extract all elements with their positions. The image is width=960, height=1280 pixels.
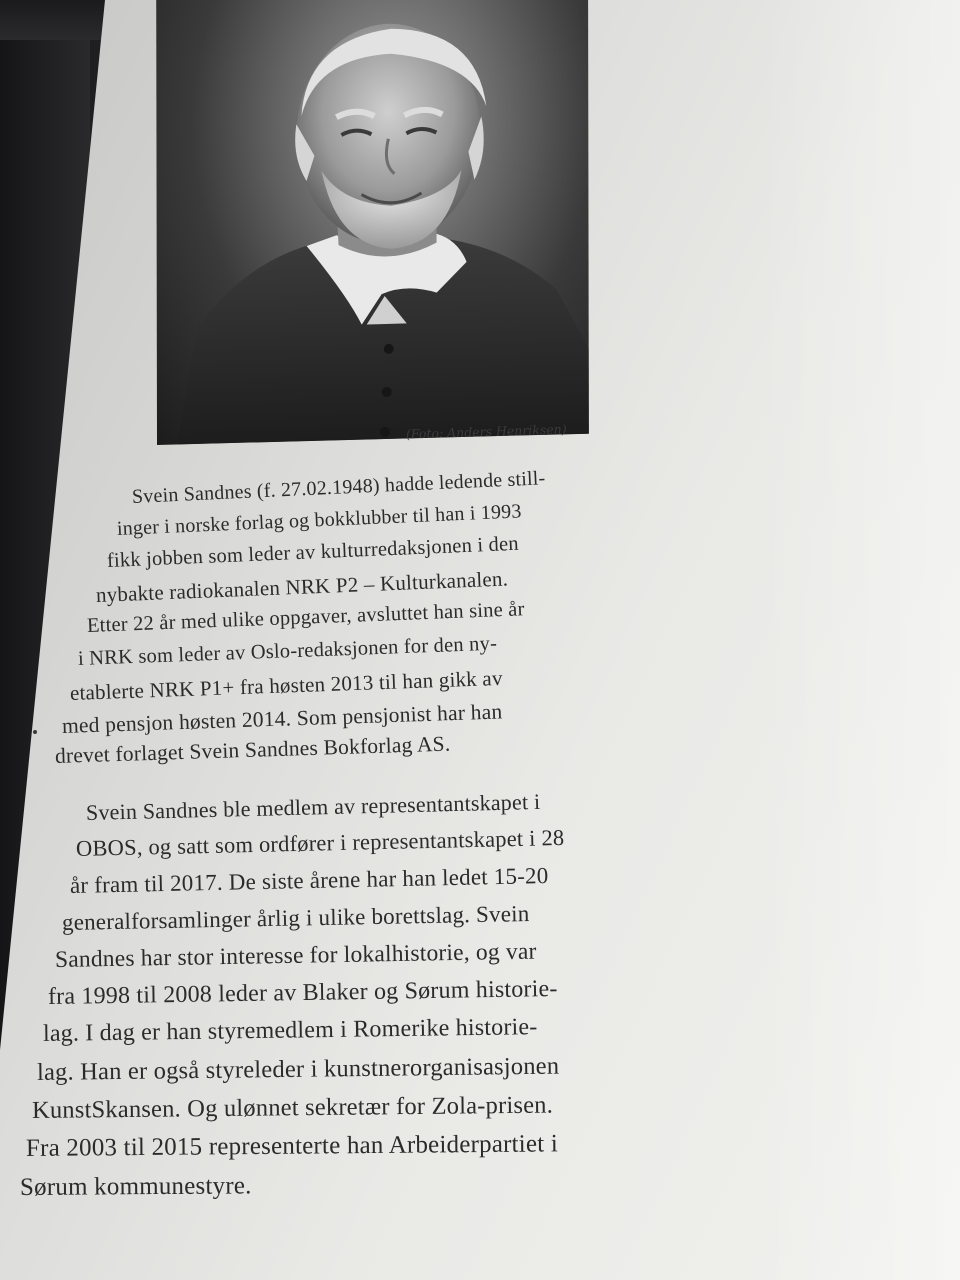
bio-p1-line: Svein Sandnes (f. 27.02.1948) hadde ledende still- <box>131 467 546 508</box>
bio-p1-line: med pensjon høsten 2014. Som pensjonist har han <box>61 699 503 738</box>
bio-p1-line: Etter 22 år med ulike oppgaver, avsluttet han sine år <box>86 598 525 637</box>
bio-p2-line: Fra 2003 til 2015 representerte han Arbeiderpartiet i <box>25 1130 559 1162</box>
author-portrait <box>156 0 589 445</box>
bio-p2-line: Sørum kommunestyre. <box>19 1172 252 1201</box>
bio-p2-line: lag. I dag er han styremedlem i Romerike historie- <box>42 1014 538 1047</box>
bio-p1-line: inger i norske forlag og bokklubber til han i 1993 <box>116 500 522 540</box>
bio-p1-line: nybakte radiokanalen NRK P2 – Kulturkanalen. <box>95 566 509 607</box>
bio-p2-line: lag. Han er også styreleder i kunstnerorganisasjonen <box>36 1052 560 1086</box>
bio-p2-line: Sandnes har stor interesse for lokalhistorie, og var <box>54 938 537 973</box>
bio-p2-line: generalforsamlinger årlig i ulike borettslag. Svein <box>61 901 530 935</box>
bio-p1-line: etablerte NRK P1+ fra høsten 2013 til han gikk av <box>69 665 503 705</box>
portrait-illustration <box>156 0 589 445</box>
bio-p1-line: fikk jobben som leder av kulturredaksjonen i den <box>106 532 520 572</box>
page-mark <box>33 730 37 734</box>
bio-p2-line: OBOS, og satt som ordfører i representantskapet i 28 <box>75 824 565 861</box>
photo-credit: (Foto: Anders Henriksen) <box>405 421 567 442</box>
bio-p2-line: Svein Sandnes ble medlem av representantskapet i <box>85 788 541 825</box>
bio-p2-line: KunstSkansen. Og ulønnet sekretær for Zola-prisen. <box>31 1091 554 1124</box>
bio-p2-line: fra 1998 til 2008 leder av Blaker og Sørum historie- <box>47 975 558 1010</box>
bio-p1-line: i NRK som leder av Oslo-redaksjonen for den ny- <box>77 632 498 670</box>
bio-p2-line: år fram til 2017. De siste årene har han ledet 15-20 <box>69 862 549 898</box>
bio-p1-line: drevet forlaget Svein Sandnes Bokforlag AS. <box>54 731 451 768</box>
